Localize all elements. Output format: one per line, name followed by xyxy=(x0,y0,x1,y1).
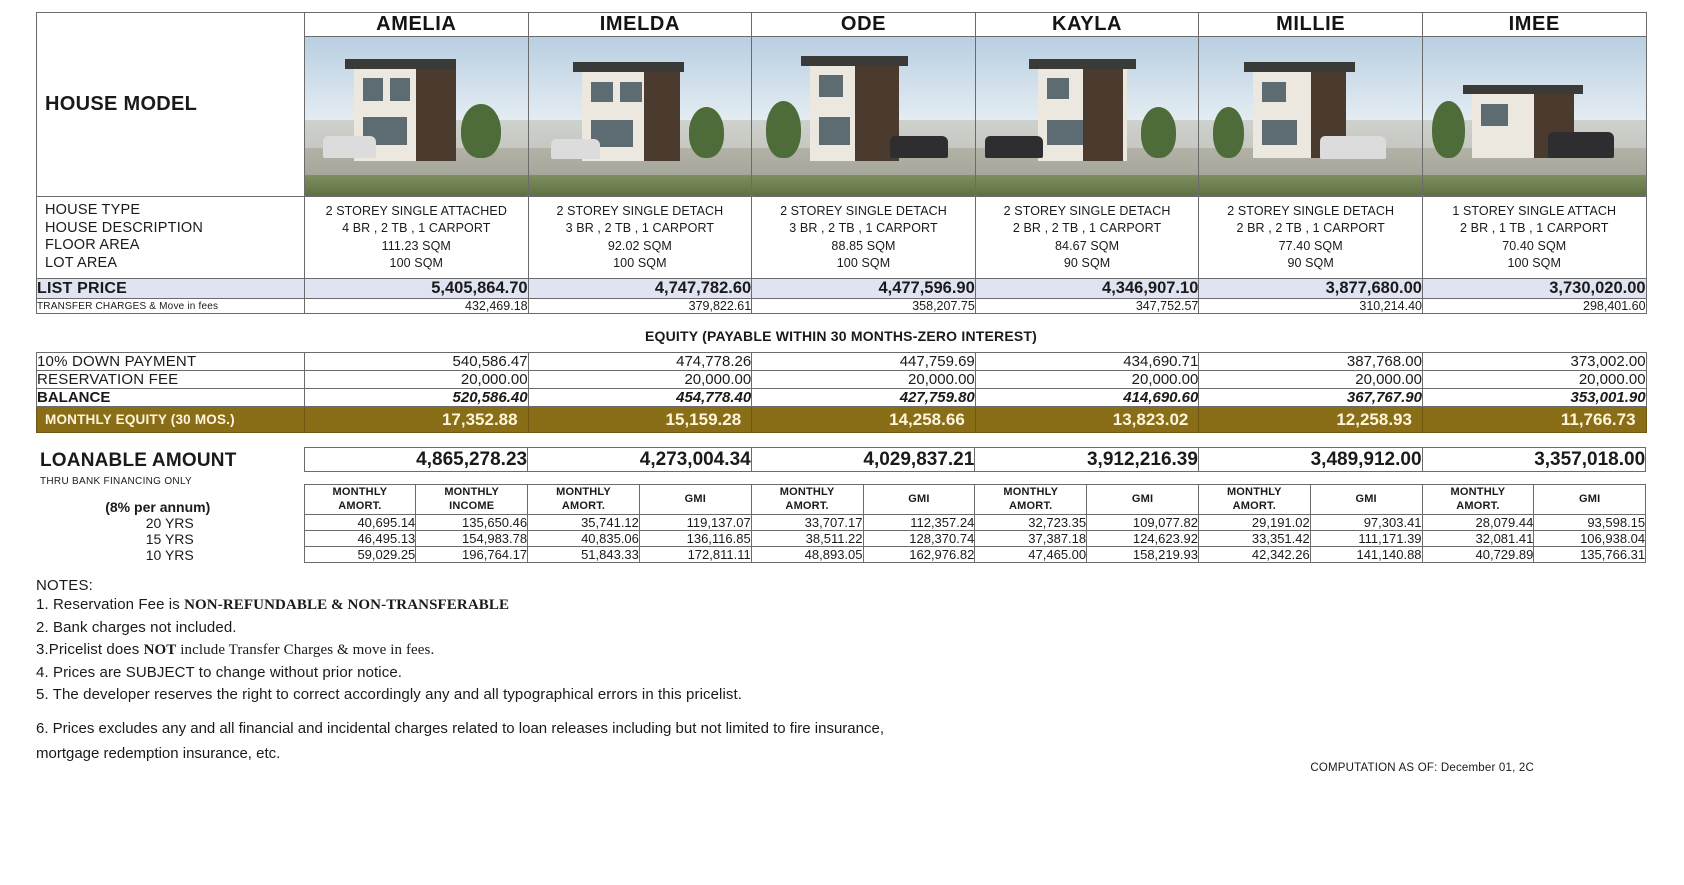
gmi-0-1: 154,983.78 xyxy=(416,531,528,547)
gmi-1-2: 172,811.11 xyxy=(639,547,751,563)
spec-labels-cell xyxy=(37,197,305,279)
thru-bank-label: THRU BANK FINANCING ONLY xyxy=(40,475,193,487)
amort-3-0: 32,723.35 xyxy=(975,515,1087,531)
monthly-equity-5: 11,766.73 xyxy=(1422,407,1646,433)
loanable-amount-4: 3,489,912.00 xyxy=(1198,448,1422,472)
house-type-3: 2 STOREY SINGLE DETACH xyxy=(1003,203,1171,218)
lot-area-1: 100 SQM xyxy=(613,256,667,270)
loanable-amount-row xyxy=(36,448,1646,472)
balance-row xyxy=(37,389,1647,407)
gmi-2-2: 162,976.82 xyxy=(863,547,975,563)
house-photo-ode xyxy=(752,37,975,196)
amort-head-i1-0: MONTHLY xyxy=(444,486,500,499)
equity-heading: EQUITY (PAYABLE WITHIN 30 MONTHS-ZERO INTEREST) xyxy=(644,328,1038,344)
list-price-1: 4,747,782.60 xyxy=(528,279,752,299)
loanable-amount-label: LOANABLE AMOUNT xyxy=(40,449,237,471)
model-photo-cell-3 xyxy=(975,37,1199,197)
amort-head-l2-3: AMORT. xyxy=(1009,499,1053,512)
label-lot-area: LOT AREA xyxy=(45,254,118,271)
down-payment-0: 540,586.47 xyxy=(305,353,529,371)
balance-3: 414,690.60 xyxy=(975,389,1199,407)
amort-row-20yrs xyxy=(36,515,1646,531)
list-price-label: LIST PRICE xyxy=(37,279,305,299)
amort-3-2: 47,465.00 xyxy=(975,547,1087,563)
amort-5-0: 28,079.44 xyxy=(1422,515,1534,531)
model-name-3: KAYLA xyxy=(975,13,1199,37)
loanable-amount-3: 3,912,216.39 xyxy=(975,448,1199,472)
label-house-type: HOUSE TYPE xyxy=(45,202,141,218)
floor-area-2: 88.85 SQM xyxy=(831,238,896,253)
model-name-row xyxy=(37,13,1647,37)
lot-area-5: 100 SQM xyxy=(1507,256,1562,270)
equity-table xyxy=(36,352,1647,433)
transfer-charges-2: 358,207.75 xyxy=(752,299,976,314)
transfer-charges-3: 347,752.57 xyxy=(975,299,1199,314)
loanable-table xyxy=(36,447,1646,563)
amort-0-2: 59,029.25 xyxy=(304,547,416,563)
house-description-4: 2 BR , 2 TB , 1 CARPORT xyxy=(1236,221,1385,235)
note-4-prefix: 4. Prices are SUBJECT to change without prior notice. xyxy=(36,663,403,681)
loanable-amount-1: 4,273,004.34 xyxy=(528,448,752,472)
reservation-fee-4: 20,000.00 xyxy=(1199,371,1423,389)
note-5-prefix: 5. The developer reserves the right to correct accordingly any and all typographical errors in this pricelist. xyxy=(36,686,743,703)
house-type-2: 2 STOREY SINGLE DETACH xyxy=(780,203,947,218)
label-house-description: HOUSE DESCRIPTION xyxy=(45,219,204,236)
gmi-2-1: 128,370.74 xyxy=(863,531,975,547)
model-name-4: MILLIE xyxy=(1199,13,1423,37)
note-item-1 xyxy=(36,594,1036,617)
house-description-3: 2 BR , 2 TB , 1 CARPORT xyxy=(1012,221,1162,235)
lot-area-0: 100 SQM xyxy=(389,256,444,270)
note-3-suffix: include Transfer Charges & move in fees. xyxy=(176,642,435,658)
loanable-amount-5: 3,357,018.00 xyxy=(1422,448,1646,472)
models-table xyxy=(36,12,1647,314)
transfer-charges-5: 298,401.60 xyxy=(1422,299,1646,314)
amort-header-gmi-1: GMI xyxy=(639,485,751,515)
list-price-4: 3,877,680.00 xyxy=(1199,279,1423,299)
model-name-1: IMELDA xyxy=(528,13,752,37)
house-photo-imelda xyxy=(529,37,752,196)
gmi-1-0: 119,137.07 xyxy=(639,515,751,531)
reservation-fee-5: 20,000.00 xyxy=(1422,371,1646,389)
transfer-charges-label: TRANSFER CHARGES & Move in fees xyxy=(37,299,305,314)
spec-cell-3 xyxy=(975,197,1199,279)
balance-5: 353,001.90 xyxy=(1422,389,1646,407)
house-description-0: 4 BR , 2 TB , 1 CARPORT xyxy=(342,221,491,235)
notes-title: NOTES: xyxy=(36,577,94,594)
monthly-equity-2: 14,258.66 xyxy=(752,407,976,433)
model-photo-cell-0 xyxy=(305,37,529,197)
amort-5-2: 40,729.89 xyxy=(1422,547,1534,563)
note-1-bold: NON-REFUNDABLE & NON-TRANSFERABLE xyxy=(184,597,510,613)
floor-area-3: 84.67 SQM xyxy=(1055,238,1120,253)
interest-rate-label: (8% per annum) xyxy=(105,498,211,515)
note-item-4 xyxy=(36,662,1036,685)
note-2-prefix: 2. Bank charges not included. xyxy=(36,618,237,636)
house-description-5: 2 BR , 1 TB , 1 CARPORT xyxy=(1460,221,1609,235)
amort-3-1: 37,387.18 xyxy=(975,531,1087,547)
model-name-5: IMEE xyxy=(1422,13,1646,37)
amort-head-l1-4: MONTHLY xyxy=(1226,486,1282,499)
amort-1-0: 35,741.12 xyxy=(528,515,640,531)
monthly-equity-3: 13,823.02 xyxy=(975,407,1199,433)
balance-4: 367,767.90 xyxy=(1199,389,1423,407)
note-1-prefix: 1. Reservation Fee is xyxy=(36,596,185,613)
spacer-cell xyxy=(304,472,1646,485)
house-photo-imee xyxy=(1423,37,1646,196)
amort-head-l2-4: AMORT. xyxy=(1232,499,1277,512)
balance-label: BALANCE xyxy=(37,389,305,407)
amort-head-l2-2: AMORT. xyxy=(785,499,829,512)
label-floor-area: FLOOR AREA xyxy=(45,237,140,253)
transfer-charges-1: 379,822.61 xyxy=(528,299,752,314)
loanable-amount-2: 4,029,837.21 xyxy=(751,448,975,472)
floor-area-0: 111.23 SQM xyxy=(381,238,451,253)
list-price-2: 4,477,596.90 xyxy=(752,279,976,299)
amort-0-0: 40,695.14 xyxy=(304,515,416,531)
house-photo-millie xyxy=(1199,37,1422,196)
amort-head-l1-3: MONTHLY xyxy=(1003,486,1059,499)
balance-1: 454,778.40 xyxy=(528,389,752,407)
house-description-2: 3 BR , 2 TB , 1 CARPORT xyxy=(789,221,938,235)
gmi-1-1: 136,116.85 xyxy=(639,531,751,547)
lot-area-2: 100 SQM xyxy=(836,256,891,270)
reservation-fee-2: 20,000.00 xyxy=(752,371,976,389)
amort-head-l2-0: AMORT. xyxy=(338,499,382,512)
amort-5-1: 32,081.41 xyxy=(1422,531,1534,547)
floor-area-5: 70.40 SQM xyxy=(1502,238,1567,253)
down-payment-3: 434,690.71 xyxy=(975,353,1199,371)
list-price-3: 4,346,907.10 xyxy=(975,279,1199,299)
down-payment-1: 474,778.26 xyxy=(528,353,752,371)
model-photo-cell-5 xyxy=(1422,37,1646,197)
gmi-2-0: 112,357.24 xyxy=(863,515,975,531)
amort-header-amort-4 xyxy=(1198,485,1310,515)
house-description-1: 3 BR , 2 TB , 1 CARPORT xyxy=(565,221,715,235)
amort-header-gmi-3: GMI xyxy=(1087,485,1199,515)
list-price-0: 5,405,864.70 xyxy=(305,279,529,299)
amort-header-gmi-2: GMI xyxy=(863,485,975,515)
amort-header-amort-1 xyxy=(528,485,640,515)
monthly-equity-1: 15,159.28 xyxy=(528,407,752,433)
gmi-3-1: 124,623.92 xyxy=(1087,531,1199,547)
house-type-0: 2 STOREY SINGLE ATTACHED xyxy=(325,203,507,218)
amort-header-gmi-4: GMI xyxy=(1310,485,1422,515)
amort-1-1: 40,835.06 xyxy=(528,531,640,547)
note-item-5 xyxy=(36,684,1036,707)
balance-0: 520,586.40 xyxy=(305,389,529,407)
house-model-label-cell xyxy=(37,13,305,197)
term-label-1: 15 YRS xyxy=(145,530,194,547)
amort-head-l1-1: MONTHLY xyxy=(556,486,611,499)
specs-row xyxy=(37,197,1647,279)
gmi-0-2: 196,764.17 xyxy=(416,547,528,563)
amort-head-l1-5: MONTHLY xyxy=(1450,486,1506,499)
reservation-fee-0: 20,000.00 xyxy=(305,371,529,389)
spec-cell-0 xyxy=(305,197,529,279)
house-photo-amelia xyxy=(305,37,528,196)
down-payment-label: 10% DOWN PAYMENT xyxy=(37,353,305,371)
spec-cell-2 xyxy=(752,197,976,279)
lot-area-3: 90 SQM xyxy=(1063,256,1111,270)
amort-2-0: 33,707.17 xyxy=(751,515,863,531)
gmi-5-1: 106,938.04 xyxy=(1534,531,1646,547)
gmi-3-2: 158,219.93 xyxy=(1087,547,1199,563)
gmi-4-0: 97,303.41 xyxy=(1310,515,1422,531)
house-model-label: HOUSE MODEL xyxy=(45,93,198,115)
loanable-amount-0: 4,865,278.23 xyxy=(304,448,528,472)
lot-area-4: 90 SQM xyxy=(1287,256,1334,270)
list-price-row xyxy=(37,279,1647,299)
monthly-equity-label: MONTHLY EQUITY (30 MOS.) xyxy=(37,407,305,433)
amort-head-l1-2: MONTHLY xyxy=(779,486,835,499)
transfer-charges-row xyxy=(37,299,1647,314)
spec-cell-4 xyxy=(1199,197,1423,279)
down-payment-2: 447,759.69 xyxy=(752,353,976,371)
gmi-5-2: 135,766.31 xyxy=(1534,547,1646,563)
house-type-1: 2 STOREY SINGLE DETACH xyxy=(556,203,724,218)
gmi-3-0: 109,077.82 xyxy=(1087,515,1199,531)
amort-4-2: 42,342.26 xyxy=(1198,547,1310,563)
gmi-0-0: 135,650.46 xyxy=(416,515,528,531)
amort-header-amort-3 xyxy=(975,485,1087,515)
spec-cell-5 xyxy=(1422,197,1646,279)
gmi-4-2: 141,140.88 xyxy=(1310,547,1422,563)
note-3-bold: NOT xyxy=(143,642,177,658)
house-type-5: 1 STOREY SINGLE ATTACH xyxy=(1452,203,1617,218)
loanable-left-cell xyxy=(36,448,304,515)
transfer-charges-0: 432,469.18 xyxy=(305,299,529,314)
monthly-equity-0: 17,352.88 xyxy=(305,407,529,433)
note-item-3 xyxy=(36,639,1036,662)
notes-section xyxy=(36,577,1036,766)
monthly-equity-4: 12,258.93 xyxy=(1199,407,1423,433)
term-label-2: 10 YRS xyxy=(145,546,194,563)
amort-head-l2-5: AMORT. xyxy=(1456,499,1500,512)
amort-head-l1-0: MONTHLY xyxy=(332,486,388,499)
balance-2: 427,759.80 xyxy=(752,389,976,407)
transfer-charges-4: 310,214.40 xyxy=(1199,299,1423,314)
model-photo-cell-1 xyxy=(528,37,752,197)
amort-header-amort-0 xyxy=(304,485,416,515)
down-payment-row xyxy=(37,353,1647,371)
amort-row-15yrs xyxy=(36,531,1646,547)
amort-2-1: 38,511.22 xyxy=(751,531,863,547)
amort-header-amort-5 xyxy=(1422,485,1534,515)
reservation-fee-1: 20,000.00 xyxy=(528,371,752,389)
gmi-5-0: 93,598.15 xyxy=(1534,515,1646,531)
monthly-equity-row xyxy=(37,407,1647,433)
amort-2-2: 48,893.05 xyxy=(751,547,863,563)
amort-header-gmi-5: GMI xyxy=(1534,485,1646,515)
amort-1-2: 51,843.33 xyxy=(528,547,640,563)
model-photo-cell-2 xyxy=(752,37,976,197)
down-payment-4: 387,768.00 xyxy=(1199,353,1423,371)
model-photo-cell-4 xyxy=(1199,37,1423,197)
amort-4-0: 29,191.02 xyxy=(1198,515,1310,531)
reservation-fee-row xyxy=(37,371,1647,389)
amort-0-1: 46,495.13 xyxy=(304,531,416,547)
model-name-2: ODE xyxy=(752,13,976,37)
amort-head-i2-0: INCOME xyxy=(449,499,495,512)
gmi-4-1: 111,171.39 xyxy=(1310,531,1422,547)
amort-header-amort-2 xyxy=(751,485,863,515)
down-payment-5: 373,002.00 xyxy=(1422,353,1646,371)
list-price-5: 3,730,020.00 xyxy=(1422,279,1646,299)
amort-head-l2-1: AMORT. xyxy=(561,499,606,512)
note-item-2 xyxy=(36,617,1036,640)
amort-row-10yrs xyxy=(36,547,1646,563)
amort-4-1: 33,351.42 xyxy=(1198,531,1310,547)
house-type-4: 2 STOREY SINGLE DETACH xyxy=(1227,203,1395,218)
house-photo-kayla xyxy=(976,37,1199,196)
note-3-prefix: 3.Pricelist does xyxy=(36,641,144,658)
amort-header-income-0 xyxy=(416,485,528,515)
floor-area-1: 92.02 SQM xyxy=(607,238,672,253)
spec-cell-1 xyxy=(528,197,752,279)
term-label-0: 20 YRS xyxy=(145,514,194,531)
model-name-0: AMELIA xyxy=(305,13,529,37)
note-item-6: 6. Prices excludes any and all financial and incidental charges related to loan releases including but not limited to fire insurance, mortgage redemption insurance, etc. xyxy=(36,719,884,762)
computation-as-of: COMPUTATION AS OF: December 01, 2C xyxy=(1310,762,1534,774)
floor-area-4: 77.40 SQM xyxy=(1278,238,1343,253)
reservation-fee-3: 20,000.00 xyxy=(975,371,1199,389)
reservation-fee-label: RESERVATION FEE xyxy=(37,371,305,389)
